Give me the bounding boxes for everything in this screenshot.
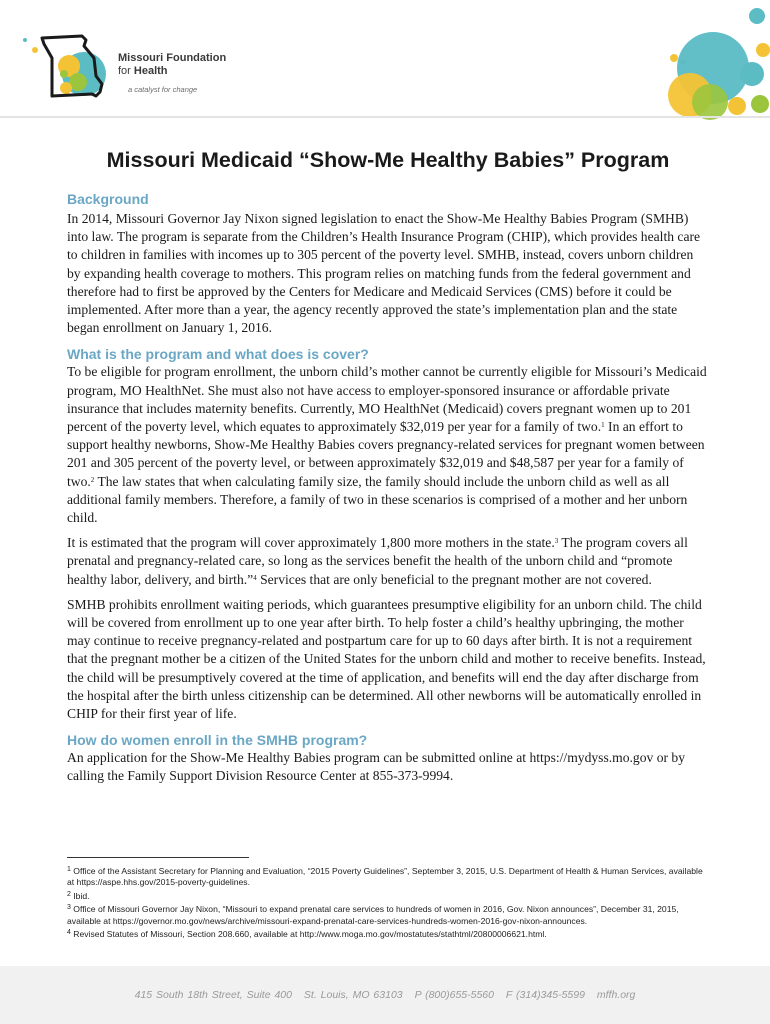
footer-fax: F (314)345-5599: [505, 989, 585, 1001]
paragraph-text: The program covers all prenatal and pregnancy-related care, so long as the services benefit the health of the unborn child and “promote healthy labor, delivery, and birth.”: [67, 535, 688, 587]
org-name-for: for: [118, 65, 131, 77]
decorative-circles-icon: [0, 0, 770, 120]
footnote-ref: 4: [253, 573, 257, 582]
header-divider: [0, 116, 770, 118]
letterhead: [0, 0, 770, 118]
footnote-number: 4: [67, 929, 71, 937]
footnote-ref: 1: [601, 421, 605, 430]
footnote-text: Office of Missouri Governor Jay Nixon, “Missouri to expand prenatal care services to hundreds of women in 2016, Gov. Nixon announces”, December 31, 2015, available at https://governor.mo.gov/news/archive/missouri-expand-prenatal-care-services-hundreds-women-2016-gov-nixon-announces.: [67, 904, 679, 926]
section-enroll: [67, 731, 707, 785]
paragraph-text: In an effort to support healthy newborns, Show-Me Healthy Babies covers pregnancy-related services for pregnant women between 201 and 305 percent of the poverty level, or between approximately $32,019 and $48,587 per year for a family of two.: [67, 419, 705, 489]
footer-phone: P (800)655-5560: [414, 989, 494, 1001]
footnotes: [67, 866, 707, 942]
footnote: [67, 929, 707, 940]
footer-address: 415 South 18th Street, Suite 400: [134, 989, 292, 1001]
footnote-number: 2: [67, 890, 71, 898]
footnote-number: 3: [67, 904, 71, 912]
document-body: [67, 148, 707, 786]
paragraph: In 2014, Missouri Governor Jay Nixon signed legislation to enact the Show-Me Healthy Babies Program (SMHB) into law. The program is separate from the Children’s Health Insurance Program (CHIP), which provides health care to children in families with incomes up to 305 percent of the poverty level. SMHB, instead, covers unborn children by expanding health coverage to mothers. This program relies on matching funds from the federal government and therefore had to first be approved by the Centers for Medicare and Medicaid Services (CMS) before it could be implemented. After more than a year, the agency recently approved the state’s implementation plan and the state began enrollment on January 1, 2016.: [67, 211, 701, 336]
page-title: Missouri Medicaid “Show-Me Healthy Babies” Program: [106, 148, 670, 172]
section-heading: Background: [67, 191, 149, 207]
footnote: [67, 904, 707, 927]
footer-website: mffh.org: [596, 989, 636, 1001]
paragraph-text: It is estimated that the program will cover approximately 1,800 more mothers in the state.: [67, 535, 555, 551]
org-tagline: a catalyst for change: [128, 85, 198, 94]
page-footer: [0, 966, 770, 1024]
footnote-text: Office of the Assistant Secretary for Planning and Evaluation, “2015 Poverty Guidelines”, September 3, 2015, U.S. Department of Health & Human Services, available at https://aspe.hhs.gov/2015-poverty-guidelines.: [67, 866, 703, 888]
footnote-ref: 3: [554, 537, 559, 546]
organization-name: [118, 52, 226, 78]
paragraph-text: The law states that when calculating family size, the family should include the unborn child as well as all additional family members. Therefore, a family of two in these scenarios is comprised of a mother and her unborn child.: [67, 473, 688, 526]
footnote-text: Ibid.: [73, 890, 90, 901]
footnote: [67, 866, 707, 889]
section-heading: How do women enroll in the SMHB program?: [67, 732, 368, 749]
section-program: [67, 345, 707, 723]
footer-city: St. Louis, MO 63103: [303, 989, 403, 1001]
section-heading: What is the program and what does is cover?: [67, 346, 369, 363]
paragraph-text: Services that are only beneficial to the pregnant mother are not covered.: [256, 571, 652, 587]
paragraph: [67, 534, 707, 589]
footnote-text: Revised Statutes of Missouri, Section 208.660, available at http://www.moga.mo.gov/mostatutes/stathtml/20800006621.html.: [73, 929, 547, 940]
paragraph: [67, 363, 707, 527]
org-name-line1: Missouri Foundation: [118, 52, 227, 64]
footnote-divider: [67, 857, 249, 858]
section-background: [67, 190, 707, 337]
paragraph: An application for the Show-Me Healthy Babies program can be submitted online at https://mydyss.mo.gov or by calling the Family Support Division Resource Center at 855-373-9994.: [67, 750, 686, 784]
footnote: [67, 891, 707, 902]
paragraph-text: To be eligible for program enrollment, the unborn child’s mother cannot be currently eligible for Missouri’s Medicaid program, MO HealthNet. She must also not have access to employer-sponsored insurance or affordable private insurance that includes maternity benefits. Currently, MO HealthNet (Medicaid) covers pregnant women up to 201 percent of the poverty level, which equates to approximately $32,019 per year for a family of two.: [67, 364, 707, 435]
footnote-number: 1: [67, 866, 71, 873]
missouri-map-logo-icon: [22, 30, 112, 100]
footnote-ref: 2: [90, 475, 95, 484]
org-name-health: Health: [133, 65, 168, 77]
paragraph: SMHB prohibits enrollment waiting periods, which guarantees presumptive eligibility for an unborn child. The child will be covered from enrollment up to one year after birth. To help foster a child’s healthy upbringing, the mother may continue to receive pregnancy-related and postpartum care for up to 60 days after birth. It is not a requirement that the pregnant mother be a citizen of the United States for the unborn child and mother to receive benefits. Instead, the child will be presumptively covered at the time of application, and benefits will end the day after discharge from the hospital after the birth unless citizenship can be determined. All other newborns will be automatically enrolled in CHIP for their first year of life.: [67, 596, 706, 722]
